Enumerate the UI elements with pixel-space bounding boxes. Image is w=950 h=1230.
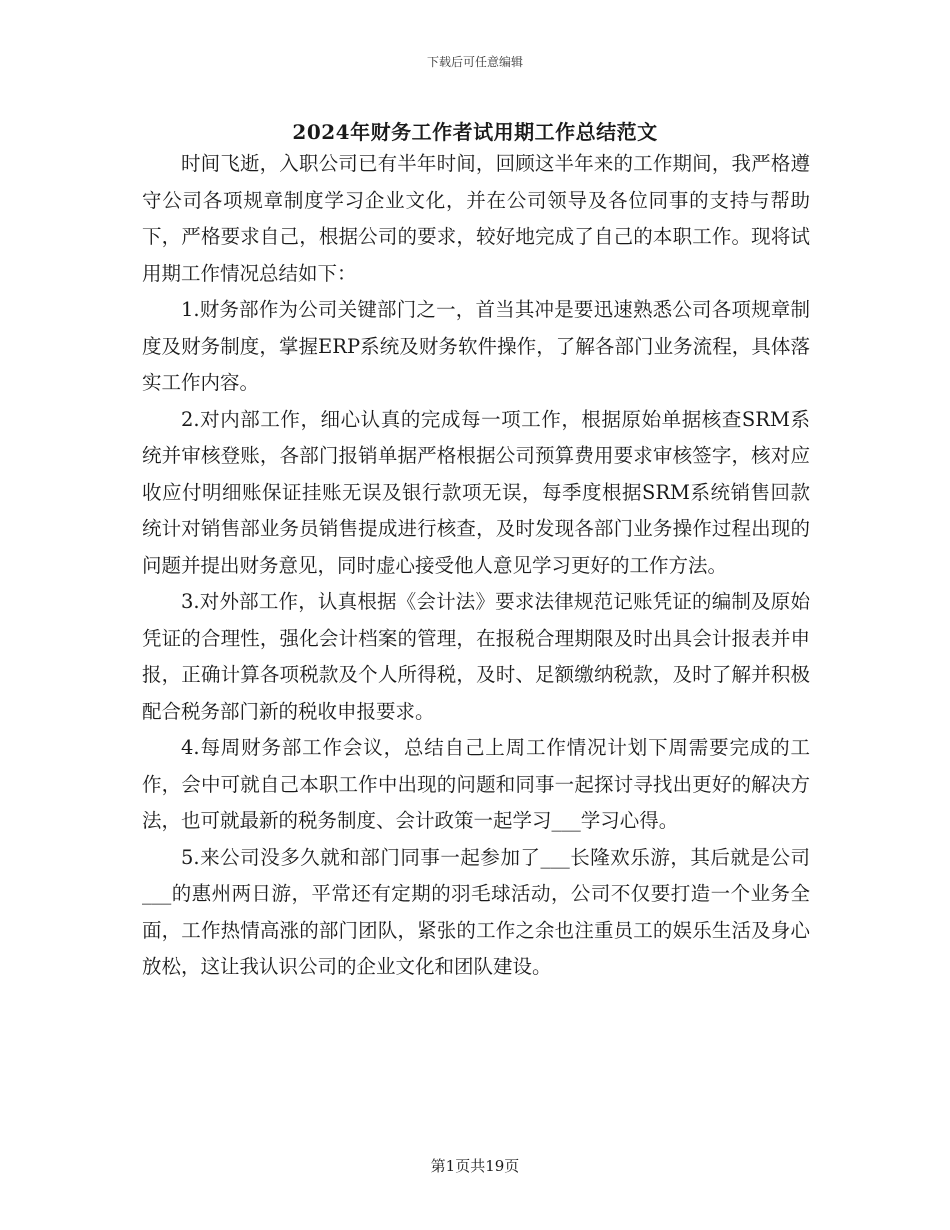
paragraph-item-1: 1.财务部作为公司关键部门之一，首当其冲是要迅速熟悉公司各项规章制度及财务制度，掌握ERP系统及财务软件操作，了解各部门业务流程，具体落实工作内容。 xyxy=(142,298,810,394)
paragraph-item-5: 5.来公司没多久就和部门同事一起参加了___长隆欢乐游，其后就是公司___的惠州两日游，平常还有定期的羽毛球活动，公司不仅要打造一个业务全面，工作热情高涨的部门团队，紧张的工作之余也注重员工的娱乐生活及身心放松，这让我认识公司的企业文化和团队建设。 xyxy=(142,845,810,978)
document-title: 2024年财务工作者试用期工作总结范文 xyxy=(292,120,658,144)
header-note: 下载后可任意编辑 xyxy=(426,55,523,69)
paragraph-item-3: 3.对外部工作，认真根据《会计法》要求法律规范记账凭证的编制及原始凭证的合理性，强化会计档案的管理，在报税合理期限及时出具会计报表并申报，正确计算各项税款及个人所得税，及时、足额缴纳税款，及时了解并积极配合税务部门新的税收申报要求。 xyxy=(142,590,810,723)
paragraph-item-2: 2.对内部工作，细心认真的完成每一项工作，根据原始单据核查SRM系统并审核登账，各部门报销单据严格根据公司预算费用要求审核签字，核对应收应付明细账保证挂账无误及银行款项无误，每季度根据SRM系统销售回款统计对销售部业务员销售提成进行核查，及时发现各部门业务操作过程出现的问题并提出财务意见，同时虚心接受他人意见学习更好的工作方法。 xyxy=(142,407,810,577)
paragraph-intro: 时间飞逝，入职公司已有半年时间，回顾这半年来的工作期间，我严格遵守公司各项规章制度学习企业文化，并在公司领导及各位同事的支持与帮助下，严格要求自己，根据公司的要求，较好地完成了自己的本职工作。现将试用期工作情况总结如下： xyxy=(142,152,810,285)
paragraph-item-4: 4.每周财务部工作会议，总结自己上周工作情况计划下周需要完成的工作，会中可就自己本职工作中出现的问题和同事一起探讨寻找出更好的解决方法，也可就最新的税务制度、会计政策一起学习___学习心得。 xyxy=(142,736,810,832)
page-number: 第1页共19页 xyxy=(430,1157,520,1175)
document-body xyxy=(142,146,810,986)
